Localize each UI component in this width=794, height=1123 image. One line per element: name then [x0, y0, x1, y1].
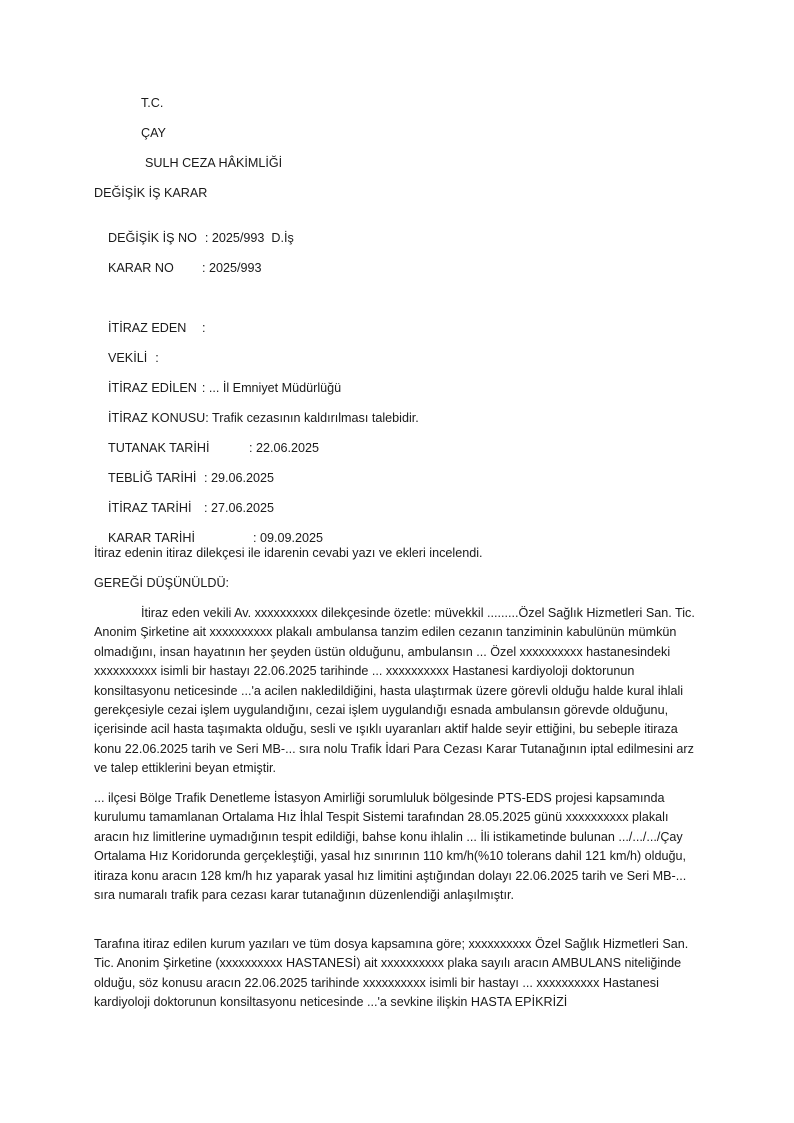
decision-no-value: : 2025/993 [202, 261, 262, 275]
file-no-label: DEĞİŞİK İŞ NO [108, 231, 197, 245]
attorney-label: VEKİLİ [108, 351, 148, 365]
file-no-value: : 2025/993 D.İş [204, 231, 294, 245]
paragraph-1-text: İtiraz eden vekili Av. xxxxxxxxxx dilekçesinde özetle: müvekkil .........Özel Sağlık Hizmetleri San. Tic. Anonim Şirketine ait xxxxxxxxxx plakalı ambulansa tanzim edilen cezanın tanziminin kabulünün mümkün olmadığını, insan hayatının her şeyden üstün olduğunu, ambulansın ... Özel xxxxxxxxxx hastanesindeki xxxxxxxxxx isimli bir hastayı 22.06.2025 tarihinde ... xxxxxxxxxx Hastanesi kardiyoloji doktorunun konsiltasyonu neticesinde ...'a acilen nakledildiğini, hasta ulaştırmak üzere görevli olduğu halde kural ihlali gerekçesiyle cezai işlem uygulandığını, cezai işlem uygulandığı esnada ambulansın görevde olduğunu, içerisinde acil hasta taşımakta olduğu, sesli ve ışıklı uyaranları aktif halde seyir ettiğini, bu sebeple itiraza konu 22.06.2025 tarih ve Seri MB-... sıra nolu Trafik İdari Para Cezası Karar Tutanağının iptal edilmesini arz ve talep ettiklerini beyan etmiştir. [94, 606, 695, 776]
city-heading: ÇAY [141, 126, 166, 140]
review-line: İtiraz edenin itiraz dilekçesi ile idarenin cevabi yazı ve ekleri incelendi. [94, 546, 483, 560]
decision-date-label: KARAR TARİHİ [108, 531, 196, 545]
respondent-label: İTİRAZ EDİLEN [108, 381, 197, 395]
paragraph-3 [94, 935, 702, 1013]
notice-date-value: : 29.06.2025 [204, 471, 275, 485]
objection-date-label: İTİRAZ TARİHİ [108, 501, 192, 515]
tc-heading: T.C. [141, 96, 164, 110]
decision-type: DEĞİŞİK İŞ KARAR [94, 186, 208, 200]
paragraph-2-text: ... ilçesi Bölge Trafik Denetleme İstasyon Amirliği sorumluluk bölgesinde PTS-EDS projesi kapsamında kurulumu tamamlanan Ortalama Hız İhlal Tespit Sistemi tarafından 28.05.2025 günü xxxxxxxxxx plakalı aracın hız limitlerine uymadığının tespit edildiği, bahse konu ihlalin ... İli istikametinde bulunan .../.../.../Çay Ortalama Hız Koridorunda gerçekleştiği, yasal hız sınırının 110 km/h(%10 tolerans dahil 121 km/h) olduğu, itiraza konu aracın 128 km/h hız yaparak yasal hız limitini aştığından dolayı 22.06.2025 tarih ve Seri MB-... sıra numaralı trafik para cezası karar tutanağının düzenlendiği anlaşılmıştır. [94, 791, 687, 903]
paragraph-2 [94, 789, 702, 905]
decision-no-row [94, 246, 262, 291]
court-heading: SULH CEZA HÂKİMLİĞİ [145, 156, 283, 170]
subject-value: Trafik cezasının kaldırılması talebidir. [212, 411, 419, 425]
considered-heading: GEREĞİ DÜŞÜNÜLDÜ: [94, 576, 230, 590]
attorney-value: : [155, 351, 159, 365]
paragraph-3-text: Tarafına itiraz edilen kurum yazıları ve tüm dosya kapsamına göre; xxxxxxxxxx Özel Sağlık Hizmetleri San. Tic. Anonim Şirketine (xxxxxxxxxx HASTANESİ) ait xxxxxxxxxx plaka sayılı aracın AMBULANS niteliğinde olduğu, söz konusu aracın 22.06.2025 tarihinde xxxxxxxxxx isimli bir hastayı ... xxxxxxxxxx Hastanesi kardiyoloji doktorunun konsiltasyonu neticesinde ...'a sevkine ilişkin HASTA EPİKRİZİ [94, 937, 689, 1010]
decision-no-label: KARAR NO [108, 261, 174, 275]
notice-date-label: TEBLİĞ TARİHİ [108, 471, 197, 485]
respondent-value: : ... İl Emniyet Müdürlüğü [201, 381, 342, 395]
decision-date-value: : 09.09.2025 [253, 531, 324, 545]
paragraph-1 [94, 604, 702, 779]
report-date-value: : 22.06.2025 [249, 441, 320, 455]
objector-label: İTİRAZ EDEN [108, 321, 187, 335]
objector-value: : [202, 321, 206, 335]
objection-date-value: : 27.06.2025 [204, 501, 275, 515]
report-date-label: TUTANAK TARİHİ [108, 441, 210, 455]
subject-label: İTİRAZ KONUSU: [108, 411, 209, 425]
